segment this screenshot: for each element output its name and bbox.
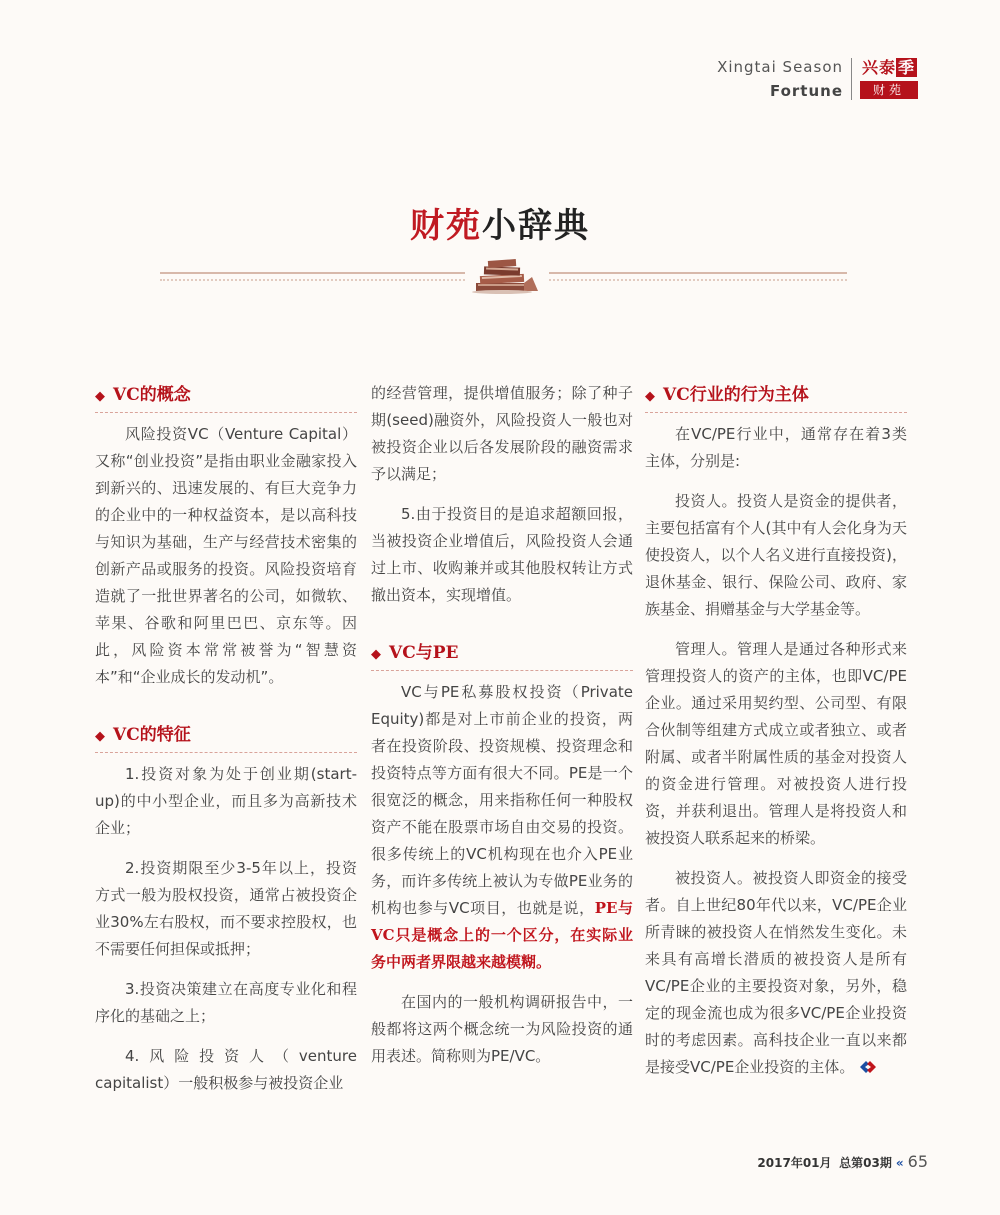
- footer-date: 2017年01月: [757, 1156, 832, 1170]
- paragraph: 在VC/PE行业中，通常存在着3类主体，分别是:: [645, 425, 907, 470]
- title-black-part: 小辞典: [482, 206, 590, 246]
- double-arrow-icon: «: [895, 1156, 904, 1170]
- title-rule-left: [160, 272, 465, 274]
- title-red-part: 财苑: [410, 206, 482, 246]
- footer-issue: 总第03期: [839, 1156, 892, 1170]
- highlight-text: PE与VC只是概念上的一个区分，在实际业务中两者界限越来越模糊。: [371, 899, 633, 971]
- column-left: [95, 380, 357, 1110]
- paragraph: 2.投资期限至少3-5年以上，投资方式一般为股权投资，通常占被投资企业30%左右股权，而不要求控股权，也不需要任何担保或抵押；: [95, 859, 357, 958]
- paragraph: 风险投资VC（Venture Capital）又称“创业投资”是指由职业金融家投入到新兴的、迅速发展的、有巨大竞争力的企业中的一种权益资本，是以高科技与知识为基础，生产与经营技术密集的创新产品或服务的投资。风险投资培育造就了一批世界著名的公司，如微软、苹果、谷歌和阿里巴巴、京东等。因此，风险资本常常被誉为“智慧资本”和“企业成长的发动机”。: [95, 425, 357, 686]
- paragraph: 在国内的一般机构调研报告中，一般都将这两个概念统一为风险投资的通用表述。简称则为PE/VC。: [371, 993, 633, 1065]
- end-mark-icon: [858, 1060, 878, 1074]
- diamond-bullet-icon: ◆: [645, 389, 655, 404]
- books-ornament-icon: [472, 255, 542, 295]
- paragraph: 4.风险投资人（venture capitalist）一般积极参与被投资企业: [95, 1047, 357, 1092]
- paragraph: 3.投资决策建立在高度专业化和程序化的基础之上；: [95, 980, 357, 1025]
- title-rule-left-dots: [160, 279, 465, 281]
- section-heading-vc-pe: ◆ VC与PE: [371, 640, 633, 671]
- header-english-title: Xingtai Season: [717, 58, 843, 76]
- diamond-bullet-icon: ◆: [371, 647, 381, 662]
- header-magazine-logo: [862, 55, 917, 78]
- logo-text-boxed: 季: [898, 58, 916, 77]
- paragraph: 投资人。投资人是资金的提供者，主要包括富有个人(其中有人会化身为天使投资人，以个人名义进行直接投资)，退休基金、银行、保险公司、政府、家族基金、捐赠基金与大学基金等。: [645, 492, 907, 618]
- page-number: 65: [907, 1152, 928, 1171]
- title-rule-right-dots: [549, 279, 847, 281]
- section-heading-vc-actors: ◆ VC行业的行为主体: [645, 382, 907, 413]
- logo-text-main: 兴泰: [862, 58, 897, 77]
- header-column-badge: 财苑: [860, 81, 918, 99]
- column-right: [645, 380, 907, 1094]
- header-separator: [851, 58, 852, 100]
- paragraph: 被投资人。被投资人即资金的接受者。自上世纪80年代以来，VC/PE企业所青睐的被投资人在悄然发生变化。未来具有高增长潜质的被投资人是所有VC/PE企业的主要投资对象，另外，稳定的现金流也成为很多VC/PE企业投资时的考虑因素。高科技企业一直以来都是接受VC/PE企业投资的主体。: [645, 869, 907, 1076]
- page-title: [0, 198, 1000, 247]
- paragraph: 5.由于投资目的是追求超额回报，当被投资企业增值后，风险投资人会通过上市、收购兼并或其他股权转让方式撤出资本，实现增值。: [371, 505, 633, 604]
- page-footer: [757, 1152, 928, 1171]
- diamond-bullet-icon: ◆: [95, 729, 105, 744]
- paragraph: 的经营管理，提供增值服务；除了种子期(seed)融资外，风险投资人一般也对被投资企业以后各发展阶段的融资需求予以满足；: [371, 384, 633, 483]
- paragraph: 管理人。管理人是通过各种形式来管理投资人的资产的主体，也即VC/PE企业。通过采用契约型、公司型、有限合伙制等组建方式成立或者独立、或者附属、或者半附属性质的基金对投资人的资金进行管理。对被投资人进行投资，并获利退出。管理人是将投资人和被投资人联系起来的桥梁。: [645, 640, 907, 847]
- section-heading-vc-features: ◆ VC的特征: [95, 722, 357, 753]
- header-english-subtitle: Fortune: [769, 82, 843, 100]
- title-rule-right: [549, 272, 847, 274]
- column-middle: [371, 380, 633, 1083]
- paragraph: 1.投资对象为处于创业期(start-up)的中小型企业，而且多为高新技术企业；: [95, 765, 357, 837]
- diamond-bullet-icon: ◆: [95, 389, 105, 404]
- section-heading-vc-concept: ◆ VC的概念: [95, 382, 357, 413]
- paragraph: VC与PE私募股权投资（Private Equity)都是对上市前企业的投资，两者在投资阶段、投资规模、投资理念和投资特点等方面有很大不同。PE是一个很宽泛的概念，用来指称任何一种股权资产不能在股票市场自由交易的投资。很多传统上的VC机构现在也介入PE业务，而许多传统上被认为专做PE业务的机构也参与VC项目，也就是说，PE与VC只是概念上的一个区分，在实际业务中两者界限越来越模糊。: [371, 683, 633, 971]
